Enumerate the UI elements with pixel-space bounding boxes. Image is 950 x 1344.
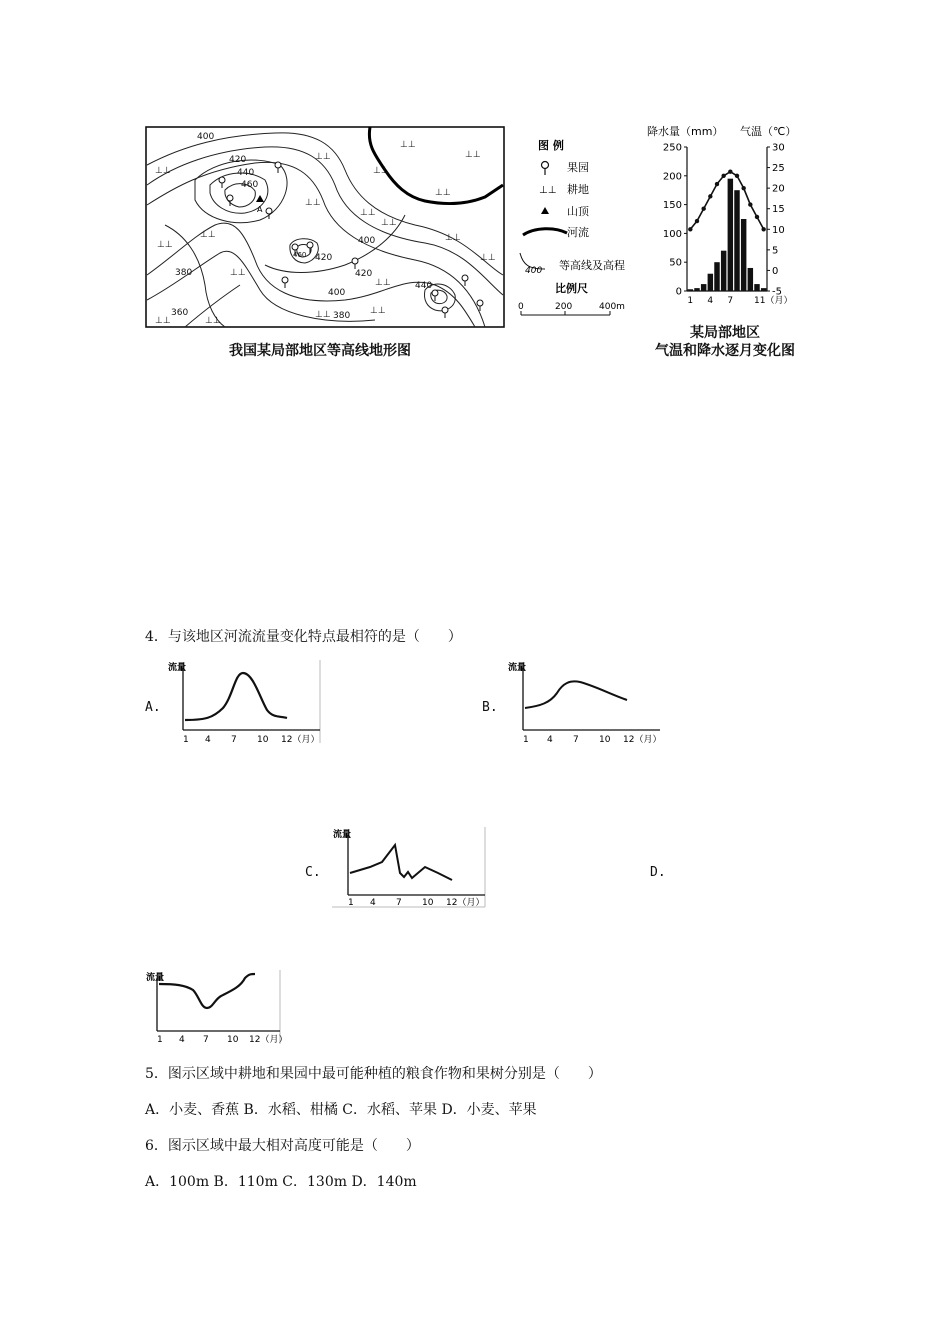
farmland-icon: ⊥⊥ <box>539 185 557 196</box>
farmland-icon: ⊥⊥ <box>315 310 331 320</box>
orchard-icon <box>542 162 549 176</box>
x-tick: 12（月） <box>446 898 485 908</box>
farmland-icon: ⊥⊥ <box>200 230 216 240</box>
question-6-stem: 6．图示区域中最大相对高度可能是（ ） <box>145 1138 420 1154</box>
x-tick-label: 4 <box>707 296 714 306</box>
x-tick-label: 7 <box>727 296 734 306</box>
right-tick-label: -5 <box>772 286 782 298</box>
graph-y-label: 流量 <box>333 830 352 840</box>
precip-bar <box>761 288 766 291</box>
flow-curve <box>159 974 255 1008</box>
farmland-icon: ⊥⊥ <box>465 150 481 160</box>
topographic-map-figure <box>145 125 505 330</box>
left-tick-label: 100 <box>662 228 682 240</box>
contour-label: 360 <box>171 308 189 318</box>
option-c-graph <box>330 825 495 915</box>
contour-label: 400 <box>358 236 376 246</box>
farmland-icon: ⊥⊥ <box>230 268 246 278</box>
x-tick: 7 <box>396 898 402 908</box>
farmland-icon: ⊥⊥ <box>445 233 461 243</box>
farmland-icon: ⊥⊥ <box>205 316 221 326</box>
contour-icon-value: 400 <box>525 266 543 276</box>
peak-icon <box>541 207 549 214</box>
left-axis-title: 降水量（mm） <box>647 125 724 138</box>
precip-bar <box>734 190 739 291</box>
contour-label: 400 <box>197 132 215 142</box>
temperature-point <box>701 207 705 211</box>
option-d-graph <box>145 968 285 1048</box>
right-tick-label: 0 <box>772 265 779 277</box>
temperature-point <box>741 186 745 190</box>
flow-curve <box>350 845 452 880</box>
option-a-letter: A. <box>145 700 161 715</box>
right-axis-title: 气温（℃） <box>740 125 797 138</box>
farmland-icon: ⊥⊥ <box>315 152 331 162</box>
option-d-letter: D. <box>650 865 666 880</box>
topographic-map <box>145 125 505 330</box>
temperature-point <box>721 174 725 178</box>
farmland-icon: ⊥⊥ <box>373 166 389 176</box>
farmland-icon: ⊥⊥ <box>400 140 416 150</box>
river-icon <box>523 229 567 235</box>
map-legend <box>515 135 645 320</box>
question-5-options: A．小麦、香蕉 B．水稻、柑橘 C．水稻、苹果 D．小麦、苹果 <box>145 1102 537 1118</box>
legend-title: 图 例 <box>538 139 564 152</box>
flow-curve <box>185 673 287 720</box>
x-tick: 4 <box>179 1035 185 1045</box>
x-tick: 10 <box>599 735 611 745</box>
farmland-icon: ⊥⊥ <box>375 278 391 288</box>
temperature-point <box>728 169 732 173</box>
contour-label: 420 <box>315 253 333 263</box>
left-tick-label: 0 <box>675 286 682 298</box>
farmland-icon: ⊥⊥ <box>435 188 451 198</box>
graph-y-label: 流量 <box>146 973 165 983</box>
legend-label: 等高线及高程 <box>559 259 625 272</box>
climate-caption-line1: 某局部地区 <box>690 325 760 341</box>
temperature-point <box>748 202 752 206</box>
x-tick: 10 <box>227 1035 239 1045</box>
climate-caption-line2: 气温和降水逐月变化图 <box>655 343 795 359</box>
farmland-icon: ⊥⊥ <box>155 316 171 326</box>
farmland-icon: ⊥⊥ <box>305 198 321 208</box>
right-tick-label: 30 <box>772 142 785 154</box>
x-tick: 10 <box>257 735 269 745</box>
right-tick-label: 5 <box>772 245 779 257</box>
scale-tick: 0 <box>518 302 524 312</box>
precip-bar <box>701 284 706 291</box>
contour-label: 440 <box>237 168 255 178</box>
x-tick: 10 <box>422 898 434 908</box>
climate-chart <box>645 123 815 313</box>
precip-bar <box>694 288 699 291</box>
contour-label: 420 <box>229 155 247 165</box>
left-tick-label: 250 <box>662 142 682 154</box>
option-c-letter: C. <box>305 865 321 880</box>
contour-label: 380 <box>333 311 351 321</box>
farmland-icon: ⊥⊥ <box>480 253 496 263</box>
scale-title: 比例尺 <box>555 282 588 295</box>
temperature-point <box>708 194 712 198</box>
x-tick: 12（月） <box>249 1035 285 1045</box>
precip-bar <box>748 268 753 291</box>
x-tick: 12（月） <box>281 735 320 745</box>
x-tick-label: 11（月） <box>754 296 793 306</box>
farmland-icon: ⊥⊥ <box>360 208 376 218</box>
temperature-point <box>761 227 765 231</box>
legend-label: 耕地 <box>567 183 589 196</box>
precip-bar <box>754 284 759 291</box>
temperature-point <box>688 227 692 231</box>
temperature-line <box>690 172 763 230</box>
right-tick-label: 10 <box>772 224 785 236</box>
temperature-point <box>695 219 699 223</box>
x-tick: 1 <box>157 1035 163 1045</box>
farmland-icon: ⊥⊥ <box>157 240 173 250</box>
x-tick: 1 <box>348 898 354 908</box>
x-tick: 7 <box>231 735 237 745</box>
farmland-icon: ⊥⊥ <box>381 218 397 228</box>
left-tick-label: 50 <box>669 257 682 269</box>
temperature-point <box>715 182 719 186</box>
contour-label: 460 <box>241 180 259 190</box>
scale-tick: 200 <box>555 302 573 312</box>
farmland-icon: ⊥⊥ <box>370 306 386 316</box>
legend-label: 河流 <box>567 226 589 239</box>
option-b-letter: B. <box>482 700 498 715</box>
precip-bar <box>688 289 693 291</box>
x-tick: 12（月） <box>623 735 662 745</box>
contour-label: 400 <box>328 288 346 298</box>
precip-bar <box>741 219 746 291</box>
temperature-point <box>735 174 739 178</box>
x-tick: 4 <box>370 898 376 908</box>
option-a-graph <box>165 658 325 748</box>
question-4-stem: 4．与该地区河流流量变化特点最相符的是（ ） <box>145 629 462 645</box>
graph-y-label: 流量 <box>168 663 187 673</box>
map-caption: 我国某局部地区等高线地形图 <box>229 343 411 359</box>
x-tick: 7 <box>573 735 579 745</box>
right-tick-label: 20 <box>772 183 785 195</box>
x-tick-label: 1 <box>687 296 694 306</box>
graph-y-label: 流量 <box>508 663 527 673</box>
x-tick: 1 <box>183 735 189 745</box>
contour-label: 380 <box>175 268 193 278</box>
peak-label: A <box>257 205 263 214</box>
flow-curve <box>525 681 627 708</box>
contour-label: 440 <box>415 281 433 291</box>
question-5-stem: 5．图示区域中耕地和果园中最可能种植的粮食作物和果树分别是（ ） <box>145 1066 602 1082</box>
x-tick: 4 <box>547 735 553 745</box>
farmland-icon: ⊥⊥ <box>155 166 171 176</box>
x-tick: 1 <box>523 735 529 745</box>
legend-label: 果园 <box>567 161 589 174</box>
precip-bar <box>708 274 713 291</box>
precip-bar <box>721 251 726 291</box>
left-tick-label: 200 <box>662 171 682 183</box>
option-b-graph <box>505 658 670 748</box>
right-tick-label: 25 <box>772 163 785 175</box>
precip-bar <box>728 179 733 291</box>
legend-label: 山顶 <box>567 205 589 218</box>
contour-label: 460 <box>293 251 307 259</box>
question-6-options: A．100m B．110m C．130m D．140m <box>145 1174 417 1190</box>
contour-label: 420 <box>355 269 373 279</box>
temperature-point <box>755 215 759 219</box>
precip-bar <box>714 262 719 291</box>
scale-tick: 400m <box>599 302 625 312</box>
right-tick-label: 15 <box>772 204 785 216</box>
climate-chart-figure <box>645 123 815 313</box>
x-tick: 7 <box>203 1035 209 1045</box>
x-tick: 4 <box>205 735 211 745</box>
left-tick-label: 150 <box>662 200 682 212</box>
